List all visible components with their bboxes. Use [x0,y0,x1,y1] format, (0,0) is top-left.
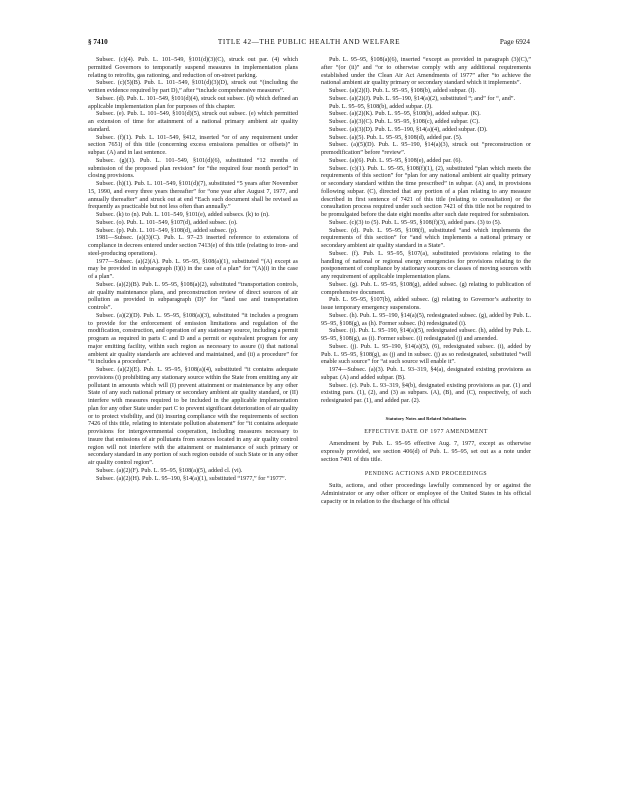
paragraph: Subsec. (a)(5)(D). Pub. L. 95–190, §14(a)(3), struck out “preconstruction or premodification” before “review”. [321,142,531,156]
paragraph: Subsec. (c)(1). Pub. L. 95–95, §108(f)(1), (2), substituted “plan which meets the requirements of this section” for “plan for any national ambient air quality primary or secondary standard within the time prescribed” in subpar. (A) and, in provisions following subpar. (C), directed that any portion of a plan relating to any measure described in first sentence of 7421 of this title (relating to consultation) or the consultation process required under such section 7421 of this title not be required to be promulgated before the date eight months after such date required for submission. [321,165,531,218]
paragraph: Subsec. (f). Pub. L. 95–95, §107(a), substituted provisions relating to the handling of national or regional energy emergencies for provisions relating to the postponement of compliance by stationary sources or classes of moving sources with any requirement of applicable implementation plans. [321,250,531,280]
paragraph: Subsec. (c). Pub. L. 93–319, §4(b), designated existing provisions as par. (1) and existing pars. (1), (2), and (3) as subpars. (A), (B), and (C), respectively, of such redesignated par. (1), and added par. (2). [321,382,531,404]
paragraph: Subsec. (c)(5)(B). Pub. L. 101–549, §101(d)(3)(D), struck out “(including the written evidence required by part D),” after “include comprehensive measures”. [88,80,298,94]
paragraph: Pub. L. 95–95, §108(a)(6), inserted “except as provided in paragraph (3)(C),” after “(or (ii)” and “or to otherwise comply with any additional requirements established under the Clean Air Act Amendments of 1977” after “to achieve the national ambient air quality primary or secondary standard which it implements”. [321,57,531,87]
notes-heading: Statutory Notes and Related Subsidiaries [385,415,467,421]
paragraph: Subsec. (g). Pub. L. 95–95, §108(g), added subsec. (g) relating to publication of comprehensive document. [321,281,531,296]
left-column [88,57,298,483]
paragraph: 1974—Subsec. (a)(3). Pub. L. 93–319, §4(a), designated existing provisions as subpar. (A) and added subpar. (B). [321,367,531,381]
paragraph: Subsec. (a)(3)(D). Pub. L. 95–190, §14(a)(4), added subpar. (D). [329,126,488,133]
paragraph: Subsec. (a)(3)(C). Pub. L. 95–95, §108(c), added subpar. (C). [329,119,480,125]
right-column [321,57,531,507]
paragraph: Pub. L. 95–95, §108(b), added subpar. (J). [329,103,433,110]
header-title: TITLE 42—THE PUBLIC HEALTH AND WELFARE [217,38,401,46]
paragraph: Subsec. (k) to (n). Pub. L. 101–549, §101(e), added subsecs. (k) to (n). [96,212,270,218]
paragraph: Subsec. (a)(2)(B). Pub. L. 95–95, §108(a)(2), substituted “transportation controls, air quality maintenance plans, and preconstruction review of direct sources of air pollution as provided in subparagraph (D)” for “land use and transportation controls”. [88,281,298,311]
paragraph: Subsec. (a)(2)(I). Pub. L. 95–95, §108(b), added subpar. (I). [329,88,476,94]
paragraph: Subsec. (a)(5). Pub. L. 95–95, §108(d), added par. (5). [329,134,463,141]
paragraph: Subsec. (g)(1). Pub. L. 101–549, §101(d)(6), substituted “12 months of submission of the proposed plan revision” for “the required four month period” in closing provisions. [88,157,298,180]
paragraph: Subsec. (a)(6). Pub. L. 95–95, §108(e), added par. (6). [329,157,463,164]
paragraph: Subsec. (o). Pub. L. 101–549, §107(d), added subsec. (o). [96,219,238,226]
pending-actions-paragraph: Suits, actions, and other proceedings lawfully commenced by or against the Administrator or any other officer or employee of the United States in his official capacity or in relation to the discharge of his official [321,483,531,505]
pending-actions-heading: PENDING ACTIONS AND PROCEEDINGS [364,470,488,477]
paragraph: Subsec. (f)(1). Pub. L. 101–549, §412, inserted “or of any requirement under section 7651j of this title (concerning excess emissions penalties or offsets)” in subpar. (A) and in last sentence. [88,134,298,156]
paragraph: Subsec. (c)(3) to (5). Pub. L. 95–95, §108(f)(3), added pars. (3) to (5). [329,219,502,226]
paragraph: Subsec. (a)(2)(J). Pub. L. 95–190, §14(a)(2), substituted “; and” for “, and”. [329,95,516,102]
paragraph: Pub. L. 95–95, §107(b), added subsec. (g) relating to Governor’s authority to issue temporary emergency suspensions. [321,297,531,311]
header-section-number: § 7410 [88,38,108,46]
effective-date-heading: EFFECTIVE DATE OF 1977 AMENDMENT [364,428,488,435]
paragraph: Subsec. (d). Pub. L. 95–95, §108(f), substituted “and which implements the requirements of this section” for “and which implements a national primary or secondary ambient air quality standard in a State”. [321,227,531,249]
paragraph: Subsec. (h)(1). Pub. L. 101–549, §101(d)(7), substituted “5 years after November 15, 1990, and every three years thereafter” for “one year after August 7, 1977, and annually thereafter” and struck out at end “Each such document shall be revised as frequently as practicable but not less often than annually.” [88,181,298,211]
paragraph: Subsec. (a)(2)(E). Pub. L. 95–95, §108(a)(4), substituted “it contains adequate provisions (i) prohibiting any stationary source within the State from emitting any air pollutant in amounts which will (I) prevent attainment or maintenance by any other State of any such national primary or secondary ambient air quality standard, or (II) interfere with measures required to be included in the applicable implementation plan for any other State under part C to prevent significant deterioration of air quality or to protect visibility, and (ii) insuring compliance with the requirements of section 7426 of this title, relating to interstate pollution abatement” for “it contains adequate provisions for intergovernmental cooperation, including measures necessary to insure that emissions of air pollutants from sources located in any air quality control region will not interfere with the attainment or maintenance of such primary or secondary standard in any portion of such region outside of such State or in any other air quality control region”. [88,367,298,466]
paragraph: Subsec. (a)(2)(F). Pub. L. 95–95, §108(a)(5), added cl. (vi). [96,467,243,474]
paragraph: Subsec. (c)(4). Pub. L. 101–549, §101(d)(3)(C), struck out par. (4) which permitted Governors to temporarily suspend measures in implementation plans relating to retrofits, gas rationing, and reduction of on-street parking. [88,57,298,79]
paragraph: Subsec. (a)(2)(K). Pub. L. 95–95, §108(b), added subpar. (K). [329,111,481,118]
paragraph: Subsec. (p). Pub. L. 101–549, §108(d), added subsec. (p). [96,227,238,234]
paragraph: Subsec. (h). Pub. L. 95–190, §14(a)(5), redesignated subsec. (g), added by Pub. L. 95–95, §108(g), as (h). Former subsec. (h) redesignated (i). [321,312,531,327]
paragraph: Subsec. (i). Pub. L. 95–190, §14(a)(5), redesignated subsec. (h), added by Pub. L. 95–95, §108(g), as (i). Former subsec. (i) redesignated (j) and amended. [321,328,531,342]
paragraph: Subsec. (d). Pub. L. 101–549, §101(d)(4), struck out subsec. (d) which defined an applicable implementation plan for purposes of this chapter. [88,95,298,110]
paragraph: 1977—Subsec. (a)(2)(A). Pub. L. 95–95, §108(a)(1), substituted “(A) except as may be provided in subparagraph (I)(i) in the case of a plan” for “(A)(i) in the case of a plan”. [88,258,298,280]
effective-date-paragraph: Amendment by Pub. L. 95–95 effective Aug. 7, 1977, except as otherwise expressly provided, see section 406(d) of Pub. L. 95–95, set out as a note under section 7401 of this title. [321,441,531,463]
paragraph: Subsec. (j). Pub. L. 95–190, §14(a)(5), (6), redesignated subsec. (i), added by Pub. L. 95–95, §108(g), as (j) and in subsec. (j) as so redesignated, substituted “will enable such source” for “at such source will enable it”. [321,343,531,366]
paragraph: Subsec. (e). Pub. L. 101–549, §101(d)(5), struck out subsec. (e) which permitted an extension of time for attainment of a national primary ambient air quality standard. [88,111,298,133]
page-header [88,38,530,50]
header-page-number: Page 6924 [499,38,530,46]
paragraph: Subsec. (a)(2)(D). Pub. L. 95–95, §108(a)(3), substituted “it includes a program to provide for the enforcement of emission limitations and regulation of the modification, construction, and operation of any stationary source, including a permit program as required in parts C and D and a permit or equivalent program for any major emitting facility, within such region as necessary to assure (i) that national ambient air quality standards are achieved and maintained, and (ii) a procedure” for “it includes a procedure”. [88,312,298,366]
paragraph: 1981—Subsec. (a)(3)(C). Pub. L. 97–23 inserted reference to extensions of compliance in decrees entered under section 7413(e) of this title (relating to iron- and steel-producing operations). [88,235,298,257]
paragraph: Subsec. (a)(2)(H). Pub. L. 95–190, §14(a)(1), substituted “1977,” for “1977”. [96,475,287,482]
